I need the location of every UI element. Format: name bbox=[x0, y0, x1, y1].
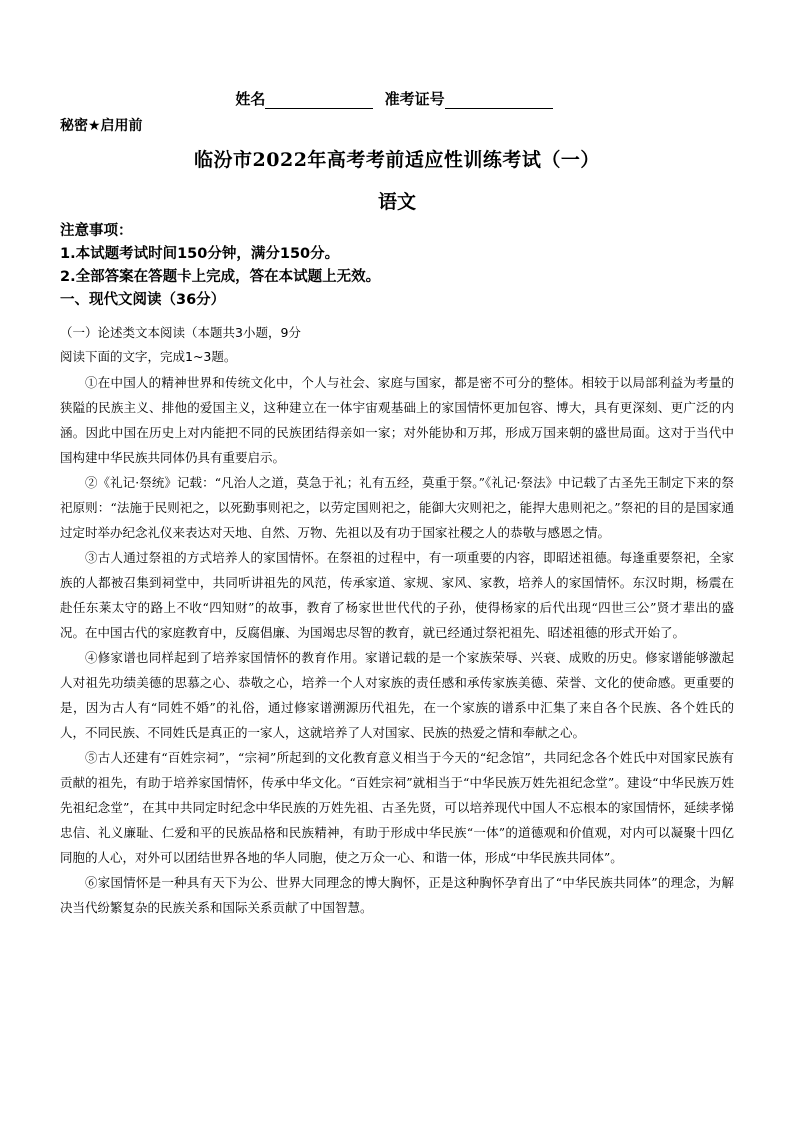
secret-label: 秘密★启用前 bbox=[60, 118, 143, 134]
notes-heading: 注意事项： bbox=[60, 223, 133, 239]
notes-item: 1.本试题考试时间150分钟，满分150分。 bbox=[60, 246, 340, 262]
reading-instruction: 阅读下面的文字，完成1~3题。 bbox=[60, 349, 237, 364]
paragraph-5: ⑤古人还建有“百姓宗祠”，“宗祠”所起到的文化教育意义相当于今天的“纪念馆”，共同纪念各个姓氏中对国家民族有贡献的祖先，有助于培养家国情怀，传承中华文化。“百姓宗祠”就相当于“中华民族万姓先祖纪念堂”。建设“中华民族万姓先祖纪念堂”，在其中共同定时纪念中华民族的万姓先祖、古圣先贤，可以培养现代中国人不忘根本的家国情怀，延续孝悌忠信、礼义廉耻、仁爱和平的民族品格和民族精神，有助于形成中华民族“一体”的道德观和价值观，对内可以凝聚十四亿同胞的人心，对外可以团结世界各地的华人同胞，使之万众一心、和谐一体，形成“中华民族共同体”。 bbox=[60, 750, 734, 865]
candidate-info-line bbox=[0, 88, 794, 109]
reading-passage bbox=[60, 370, 734, 920]
paragraph-6: ⑥家国情怀是一种具有天下为公、世界大同理念的博大胸怀，正是这种胸怀孕育出了“中华民族共同体”的理念，为解决当代纷繁复杂的民族关系和国际关系贡献了中国智慧。 bbox=[60, 875, 734, 915]
exam-notes bbox=[60, 220, 740, 312]
notes-item: 2.全部答案在答题卡上完成，答在本试题上无效。 bbox=[60, 269, 381, 285]
part-title: 一、现代文阅读（36分） bbox=[60, 292, 226, 308]
paragraph-4: ④修家谱也同样起到了培养家国情怀的教育作用。家谱记载的是一个家族荣辱、兴衰、成败的历史。修家谱能够激起人对祖先功绩美德的思慕之心、恭敬之心，培养一个人对家族的责任感和承传家族美德、荣誉、文化的使命感。更重要的是，因为古人有“同姓不婚”的礼俗，通过修家谱溯源历代祖先，在一个家族的谱系中汇集了来自各个民族、各个姓氏的人，不同民族、不同姓氏是真正的一家人，这就培养了人对国家、民族的热爱之情和奉献之心。 bbox=[60, 650, 734, 740]
name-label: 姓名 bbox=[235, 90, 266, 108]
paragraph-2: ②《礼记·祭统》记载：“凡治人之道，莫急于礼；礼有五经，莫重于祭。”《礼记·祭法》中记载了古圣先王制定下来的祭祀原则：“法施于民则祀之，以死勤事则祀之，以劳定国则祀之，能御大灾则祀之，能捍大患则祀之。”祭祀的目的是国家通过定时举办纪念礼仪来表达对天地、自然、万物、先祖以及有功于国家社稷之人的恭敬与感恩之情。 bbox=[60, 475, 734, 540]
exam-subject: 语文 bbox=[377, 191, 416, 213]
sub-section-title: （一）论述类文本阅读（本题共3小题，9分 bbox=[60, 325, 301, 340]
id-label: 准考证号 bbox=[384, 90, 445, 108]
exam-title: 临汾市2022年高考考前适应性训练考试（一） bbox=[194, 149, 600, 171]
paragraph-1: ①在中国人的精神世界和传统文化中，个人与社会、家庭与国家，都是密不可分的整体。相较于以局部利益为考量的狭隘的民族主义、排他的爱国主义，这种建立在一体宇宙观基础上的家国情怀更加包容、博大，具有更深刻、更广泛的内涵。因此中国在历史上对内能把不同的民族团结得亲如一家；对外能协和万邦，形成万国来朝的盛世局面。这对于当代中国构建中华民族共同体仍具有重要启示。 bbox=[60, 375, 734, 465]
id-blank[interactable] bbox=[445, 94, 553, 109]
paragraph-3: ③古人通过祭祖的方式培养人的家国情怀。在祭祖的过程中，有一项重要的内容，即昭述祖德。每逢重要祭祀，全家族的人都被召集到祠堂中，共同听讲祖先的风范，传承家道、家规、家风、家教，培养人的家国情怀。东汉时期，杨震在赴任东莱太守的路上不收“四知财”的故事，教育了杨家世世代代的子孙，使得杨家的后代出现“四世三公”贤才辈出的盛况。在中国古代的家庭教育中，反腐倡廉、为国竭忠尽智的教育，就已经通过祭祀祖先、昭述祖德的形式开始了。 bbox=[60, 550, 734, 640]
name-blank[interactable] bbox=[265, 94, 373, 109]
